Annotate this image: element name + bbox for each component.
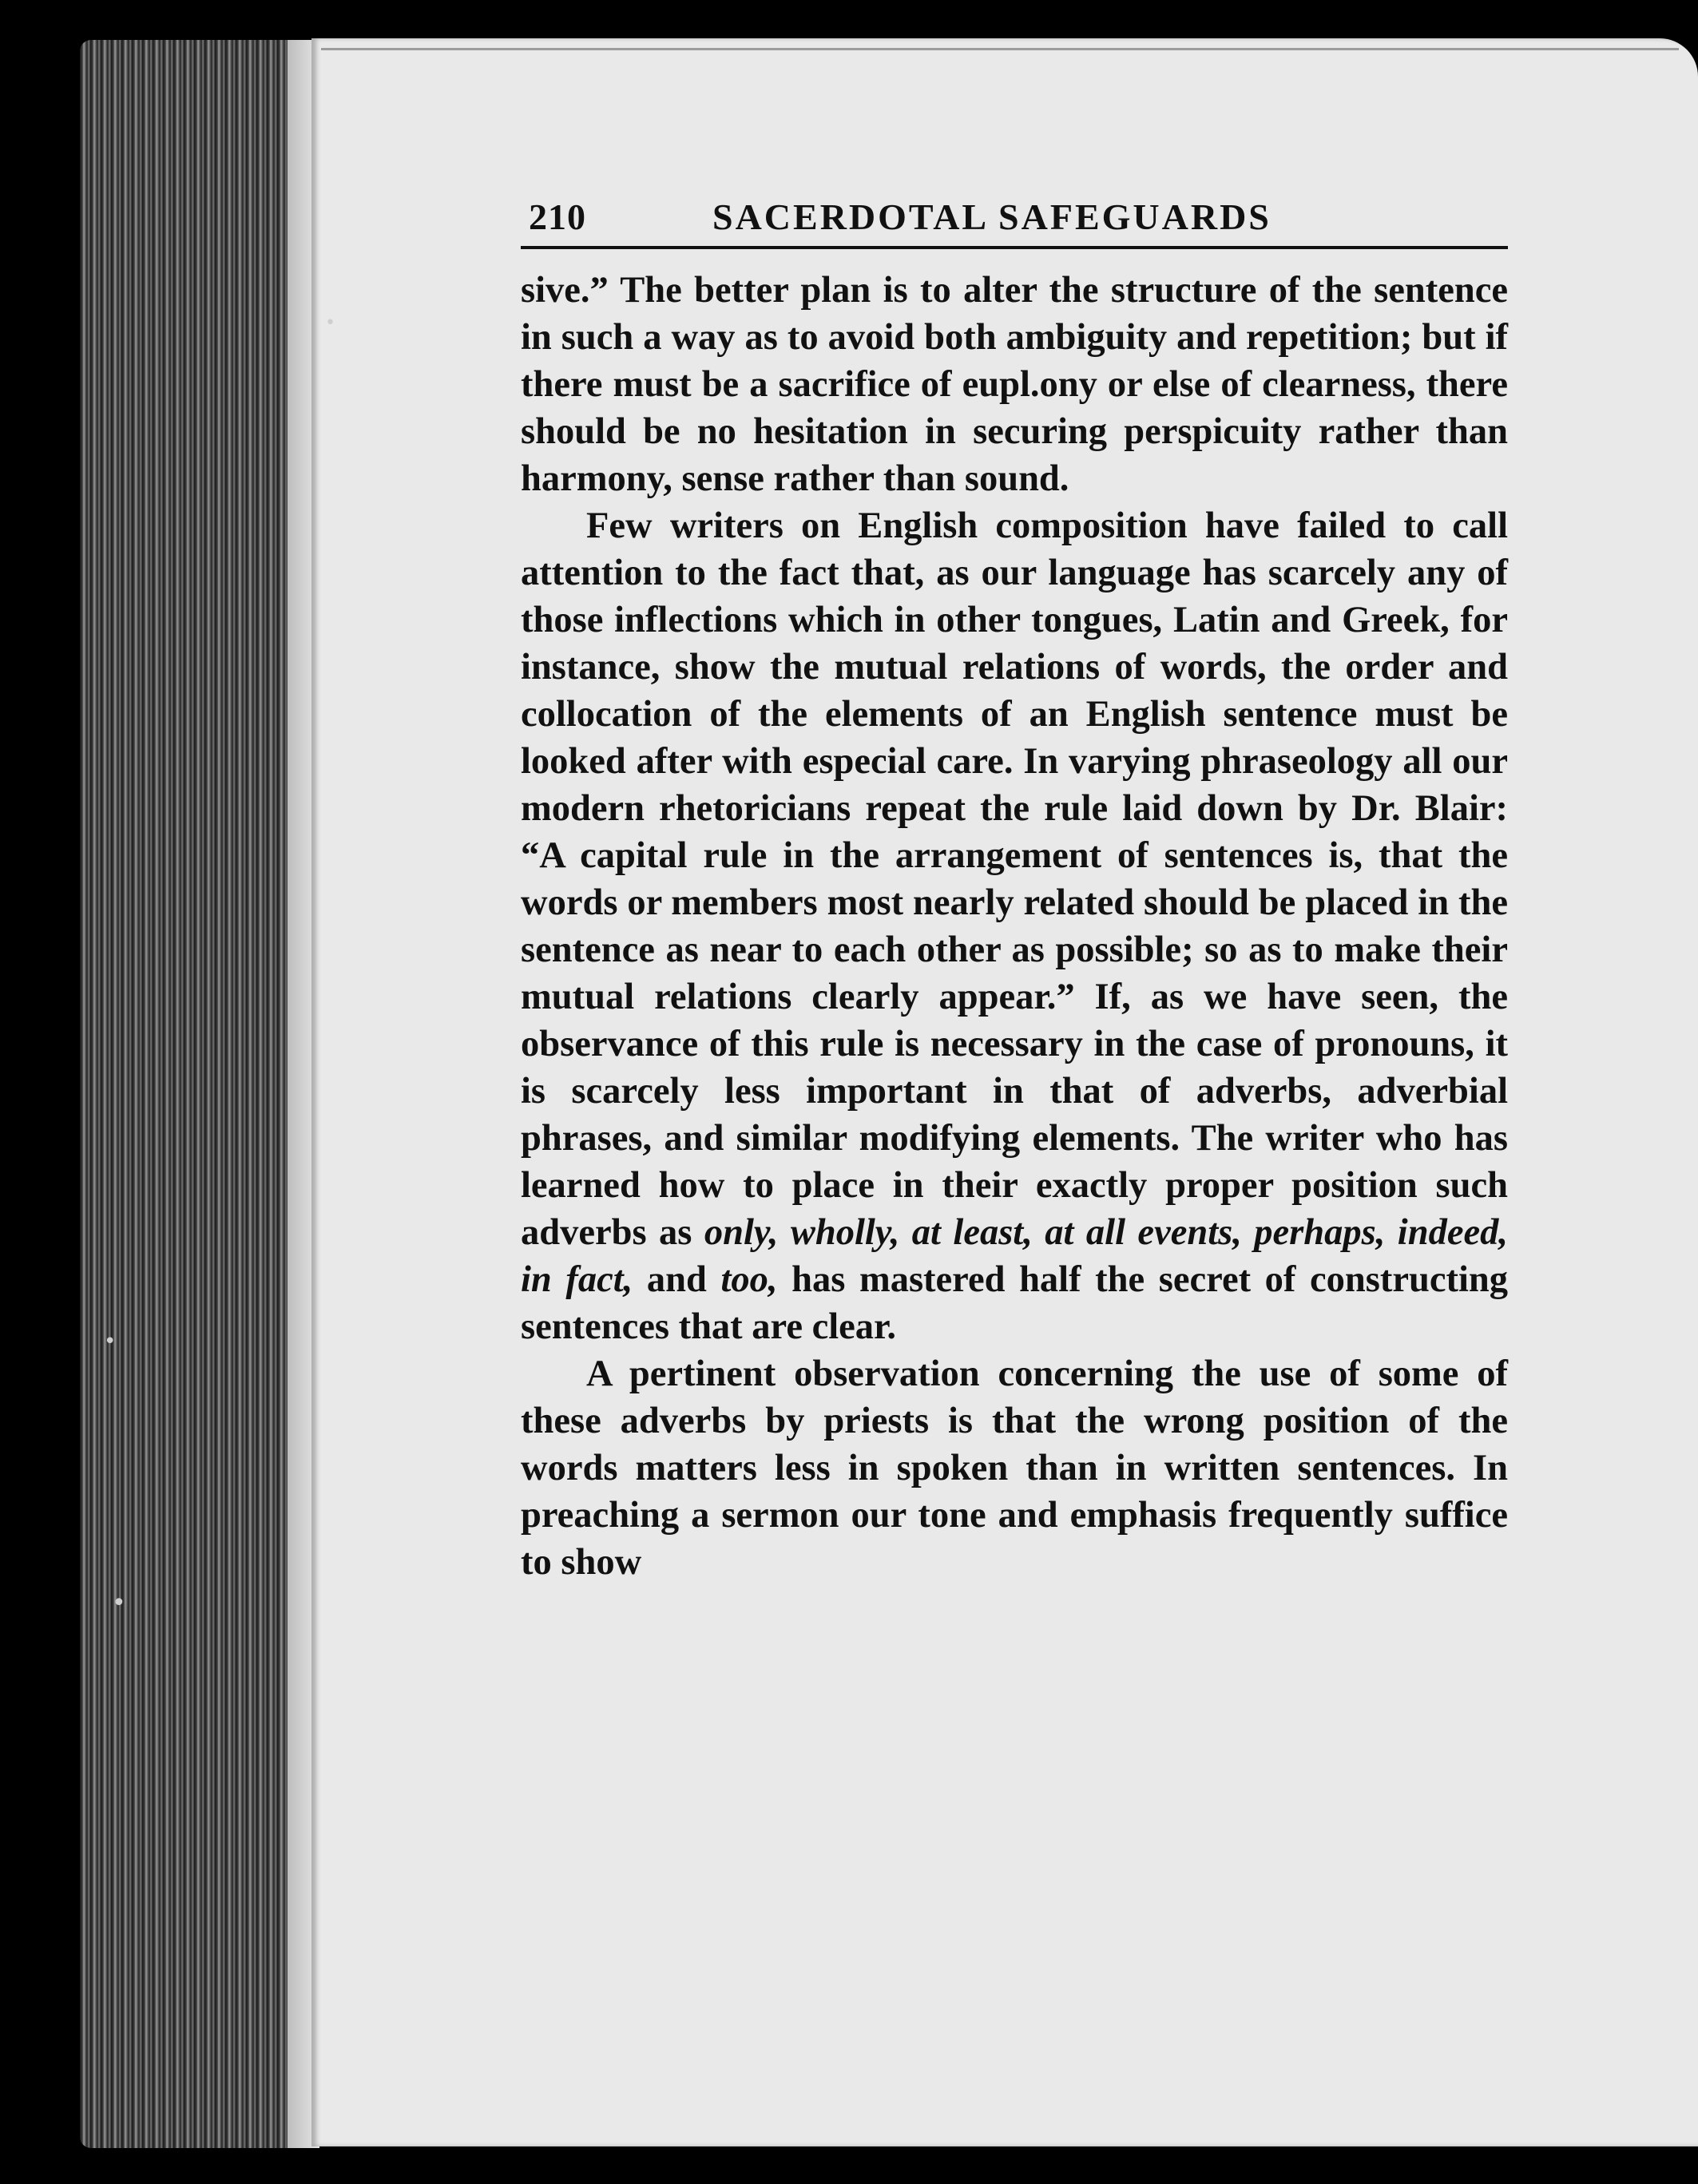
book-page-edges (80, 40, 319, 2148)
running-title: SACERDOTAL SAFEGUARDS (712, 196, 1272, 237)
paragraph-observation: A pertinent observation concerning the use of some of these adverbs by priests is that the wrong position of the words matters less in spoken than in written sentences. In preaching a sermon our tone and emphasis frequently suffice to show (521, 1354, 1508, 1583)
paragraph-text: has mastered half the secret of constructing sentences that are clear. (521, 1259, 1508, 1347)
paragraph-text: and (633, 1259, 721, 1300)
paragraph-continuation: sive.” The better plan is to alter the structure of the sentence in such a way as to avoid both ambiguity and repetition; but if there must be a sacrifice of eupl.ony or else of clearness, there should be no hesitation in securing perspicuity rather than harmony, sense rather than sound. (521, 270, 1508, 499)
italic-adverbs: only, wholly, at least, at all events, perhaps, indeed, in fact, (521, 1212, 1508, 1300)
page-header (521, 196, 1508, 249)
scan-speck: • (104, 1330, 117, 1354)
italic-adverb-too: too, (720, 1259, 778, 1300)
scan-speck: • (325, 313, 335, 333)
scan-speck: • (112, 1589, 126, 1617)
paragraph-text: Few writers on English composition have failed to call attention to the fact that, as our language has scarcely any of those inflections which in other tongues, Latin and Greek, for instance, show the mutual relations of words, the order and collocation of the elements of an English sentence must be looked after with especial care. In varying phraseology all our modern rhetoricians repeat the rule laid down by Dr. Blair: “A capital rule in the arrangement of sentences is, that the words or members most nearly related should be placed in the sentence as near to each other as possible; so as to make their mutual relations clearly appear.” If, as we have seen, the observance of this rule is necessary in the case of pronouns, it is scarcely less important in that of adverbs, adverbial phrases, and similar modifying elements. The writer who has learned how to place in their exactly proper position such adverbs as (521, 505, 1508, 1253)
page-top-edge (321, 48, 1679, 50)
page-number: 210 (529, 196, 586, 237)
page-text (521, 196, 1508, 1586)
paragraph-word-order (521, 502, 1508, 1350)
